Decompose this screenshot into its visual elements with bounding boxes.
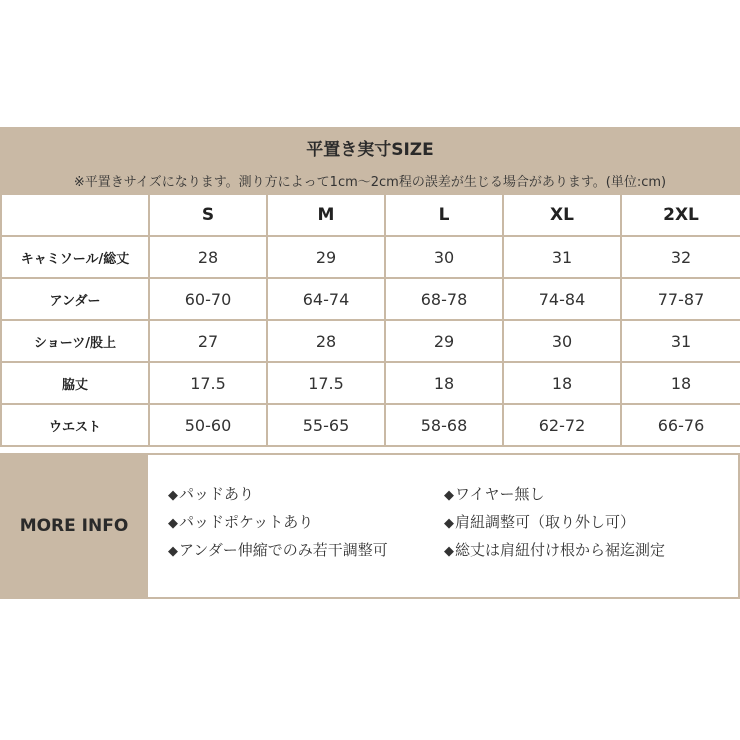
table-cell: 29: [267, 236, 385, 278]
table-cell: 28: [267, 320, 385, 362]
table-cell: 17.5: [149, 362, 267, 404]
diamond-bullet-icon: ◆: [444, 544, 454, 559]
table-cell: 18: [385, 362, 503, 404]
more-info-right-column: [444, 483, 665, 597]
list-item: [168, 483, 444, 511]
table-cell: 50-60: [149, 404, 267, 446]
size-chart: [0, 127, 740, 447]
size-header-m: M: [267, 194, 385, 236]
table-cell: 27: [149, 320, 267, 362]
table-cell: 32: [621, 236, 740, 278]
list-item-text: ワイヤー無し: [455, 485, 545, 503]
more-info-section: [0, 453, 740, 599]
table-row: [1, 404, 740, 446]
diamond-bullet-icon: ◆: [168, 488, 178, 503]
size-header-row: [1, 194, 740, 236]
size-chart-title: 平置き実寸SIZE: [0, 127, 740, 167]
list-item: [444, 539, 665, 567]
size-header-xl: XL: [503, 194, 621, 236]
table-cell: 30: [503, 320, 621, 362]
table-cell: 28: [149, 236, 267, 278]
size-header-l: L: [385, 194, 503, 236]
row-label: アンダー: [1, 278, 149, 320]
size-header-s: S: [149, 194, 267, 236]
size-table: [0, 193, 740, 447]
diamond-bullet-icon: ◆: [168, 544, 178, 559]
size-chart-note: ※平置きサイズになります。測り方によって1cm〜2cm程の誤差が生じる場合があります。(単位:cm): [0, 167, 740, 193]
list-item: [168, 511, 444, 539]
row-label: ショーツ/股上: [1, 320, 149, 362]
table-cell: 60-70: [149, 278, 267, 320]
table-cell: 58-68: [385, 404, 503, 446]
table-cell: 66-76: [621, 404, 740, 446]
more-info-content: [148, 455, 738, 597]
more-info-left-column: [168, 483, 444, 597]
table-cell: 62-72: [503, 404, 621, 446]
table-cell: 31: [621, 320, 740, 362]
diamond-bullet-icon: ◆: [444, 488, 454, 503]
table-cell: 18: [621, 362, 740, 404]
list-item: [444, 511, 665, 539]
table-cell: 29: [385, 320, 503, 362]
table-cell: 74-84: [503, 278, 621, 320]
table-cell: 55-65: [267, 404, 385, 446]
more-info-label: MORE INFO: [19, 516, 129, 536]
corner-cell: [1, 194, 149, 236]
diamond-bullet-icon: ◆: [444, 516, 454, 531]
list-item-text: 肩紐調整可（取り外し可）: [455, 513, 636, 531]
table-cell: 31: [503, 236, 621, 278]
table-row: [1, 236, 740, 278]
list-item-text: 総丈は肩紐付け根から裾迄測定: [455, 541, 666, 559]
table-row: [1, 320, 740, 362]
table-row: [1, 278, 740, 320]
table-cell: 18: [503, 362, 621, 404]
table-cell: 77-87: [621, 278, 740, 320]
row-label: ウエスト: [1, 404, 149, 446]
table-cell: 30: [385, 236, 503, 278]
list-item: [444, 483, 665, 511]
list-item-text: アンダー伸縮でのみ若干調整可: [179, 541, 388, 559]
table-cell: 17.5: [267, 362, 385, 404]
size-header-2xl: 2XL: [621, 194, 740, 236]
row-label: キャミソール/総丈: [1, 236, 149, 278]
list-item: [168, 539, 444, 567]
table-cell: 68-78: [385, 278, 503, 320]
table-row: [1, 362, 740, 404]
table-cell: 64-74: [267, 278, 385, 320]
diamond-bullet-icon: ◆: [168, 516, 178, 531]
list-item-text: パッドあり: [179, 485, 255, 503]
row-label: 脇丈: [1, 362, 149, 404]
list-item-text: パッドポケットあり: [179, 513, 314, 531]
